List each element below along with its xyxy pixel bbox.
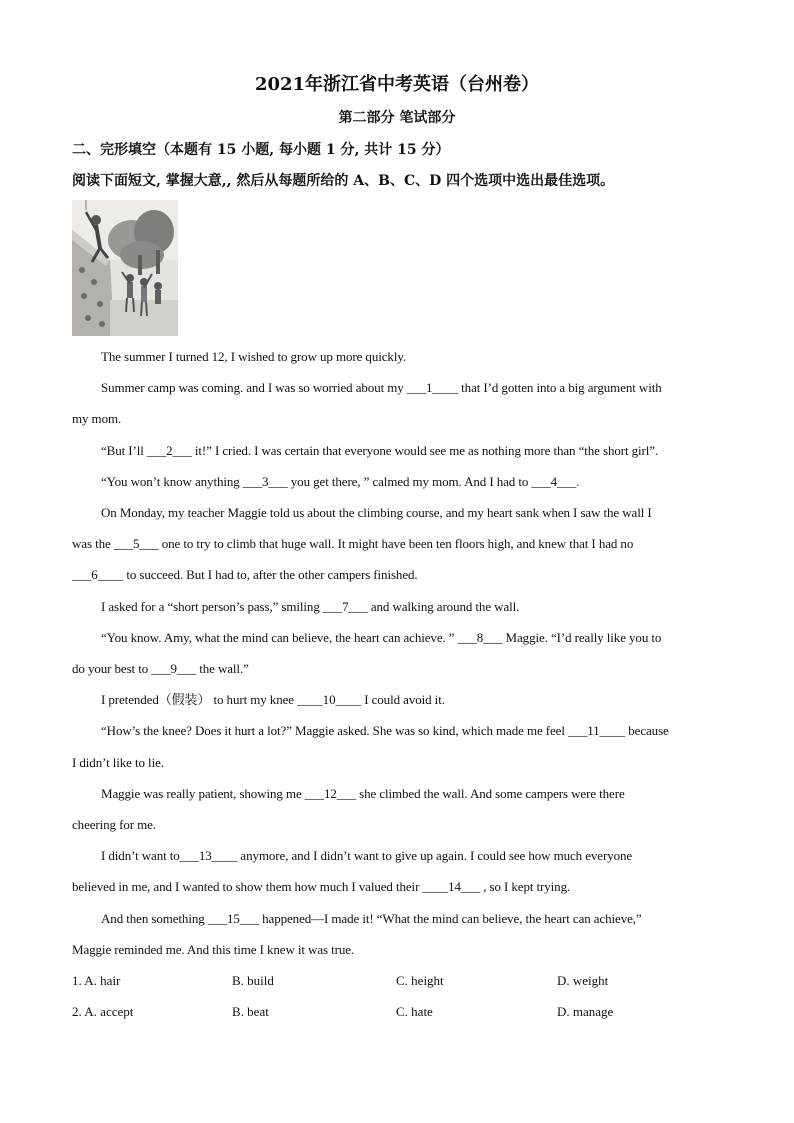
section-heading: 二、完形填空（本题有 15 小题, 每小题 1 分, 共计 15 分） <box>72 142 450 158</box>
option-d[interactable]: D. manage <box>557 1004 614 1019</box>
passage-line: On Monday, my teacher Maggie told us about the climbing course, and my heart sank when I saw the wall I <box>101 505 652 520</box>
passage-line: “You know. Amy, what the mind can believe, the heart can achieve. ” ___8___ Maggie. “I’d really like you to <box>101 630 662 645</box>
instruction-text: 阅读下面短文, 掌握大意,, 然后从每题所给的 A、B、C、D 四个选项中选出最佳选项。 <box>72 173 615 189</box>
option-d[interactable]: D. weight <box>557 973 609 988</box>
passage-line: The summer I turned 12, I wished to grow up more quickly. <box>101 349 407 364</box>
part-title: 第二部分 笔试部分 <box>338 110 456 126</box>
option-a[interactable]: 1. A. hair <box>72 973 121 988</box>
option-a[interactable]: 2. A. accept <box>72 1004 134 1019</box>
passage-line: “You won’t know anything ___3___ you get there, ” calmed my mom. And I had to ___4___. <box>101 474 580 489</box>
climbing-wall-illustration <box>72 200 178 336</box>
passage-line: Maggie was really patient, showing me ___12___ she climbed the wall. And some campers were there <box>101 786 625 801</box>
passage-line: I didn’t want to___13____ anymore, and I didn’t want to give up again. I could see how much everyone <box>101 848 633 863</box>
passage-line: my mom. <box>72 411 122 426</box>
passage-line: I pretended（假装） to hurt my knee ____10____ I could avoid it. <box>101 692 445 707</box>
option-c[interactable]: C. hate <box>396 1004 433 1019</box>
option-c[interactable]: C. height <box>396 973 444 988</box>
passage-line: “How’s the knee? Does it hurt a lot?” Maggie asked. She was so kind, which made me feel ___11____ because <box>101 723 669 738</box>
passage-line: cheering for me. <box>72 817 156 832</box>
passage-line: Maggie reminded me. And this time I knew it was true. <box>72 942 355 957</box>
passage-line: was the ___5___ one to try to climb that huge wall. It might have been ten floors high, and knew that I had no <box>72 536 634 551</box>
passage-line: Summer camp was coming. and I was so worried about my ___1____ that I’d gotten into a big argument with <box>101 380 662 395</box>
option-b[interactable]: B. build <box>232 973 274 988</box>
passage-line: believed in me, and I wanted to show them how much I valued their ____14___ , so I kept trying. <box>72 879 571 894</box>
exam-title: 2021年浙江省中考英语（台州卷） <box>254 74 540 95</box>
passage-line: I asked for a “short person’s pass,” smiling ___7___ and walking around the wall. <box>101 599 520 614</box>
passage-line: ___6____ to succeed. But I had to, after the other campers finished. <box>72 567 418 582</box>
passage-line: “But I’ll ___2___ it!” I cried. I was certain that everyone would see me as nothing more than “the short girl”. <box>101 443 659 458</box>
option-b[interactable]: B. beat <box>232 1004 269 1019</box>
passage-line: do your best to ___9___ the wall.” <box>72 661 249 676</box>
passage-line: I didn’t like to lie. <box>72 755 164 770</box>
passage-line: And then something ___15___ happened—I made it! “What the mind can believe, the heart can achieve,” <box>101 911 642 926</box>
